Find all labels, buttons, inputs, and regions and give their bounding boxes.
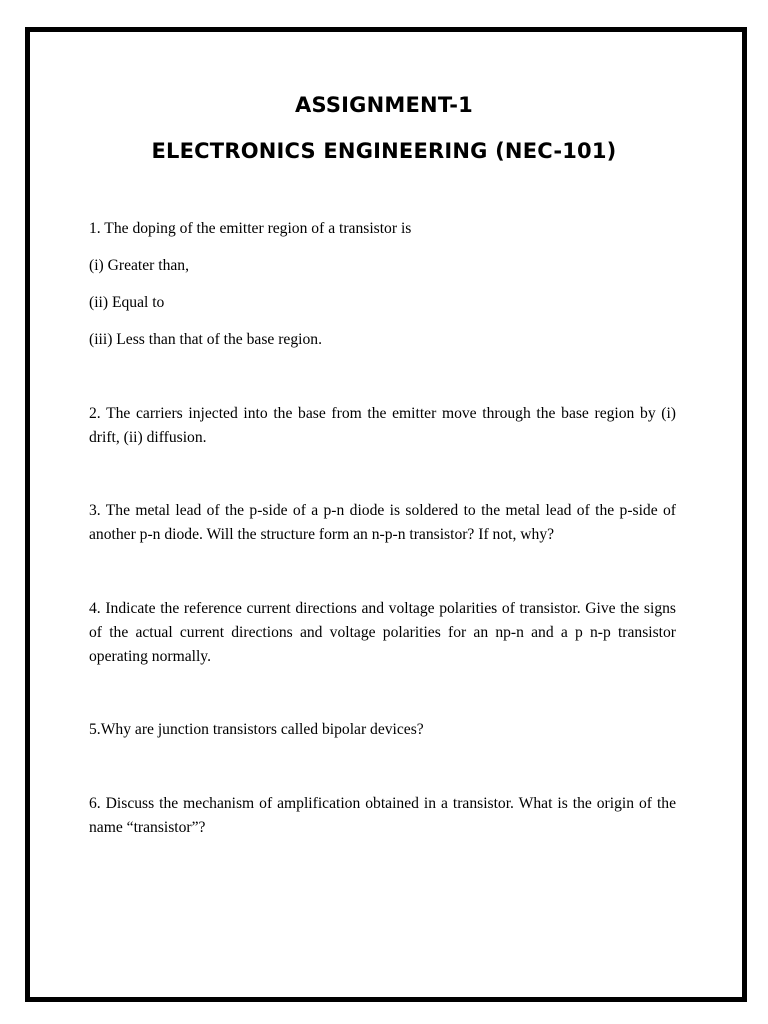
assignment-title: ASSIGNMENT-1 (295, 93, 473, 117)
question-1-option-1: (i) Greater than, (89, 257, 190, 274)
question-2: 2. The carriers injected into the base from the emitter move through the base region by (i) drift, (ii) diffusion. (89, 405, 676, 446)
question-6: 6. Discuss the mechanism of amplification obtained in a transistor. What is the origin of the name “transistor”? (89, 795, 676, 836)
course-title: ELECTRONICS ENGINEERING (NEC-101) (151, 139, 617, 163)
question-1-stem: 1. The doping of the emitter region of a transistor is (89, 220, 412, 237)
question-4: 4. Indicate the reference current directions and voltage polarities of transistor. Give the signs of the actual current directions and voltage polarities for an np-n and a p n-p transistor operating normally. (89, 600, 676, 665)
question-5: 5.Why are junction transistors called bipolar devices? (89, 721, 424, 738)
question-1-option-3: (iii) Less than that of the base region. (89, 331, 322, 348)
question-1-option-2: (ii) Equal to (89, 294, 165, 311)
question-3: 3. The metal lead of the p-side of a p-n diode is soldered to the metal lead of the p-side of another p-n diode. Will the structure form an n-p-n transistor? If not, why? (89, 502, 676, 543)
